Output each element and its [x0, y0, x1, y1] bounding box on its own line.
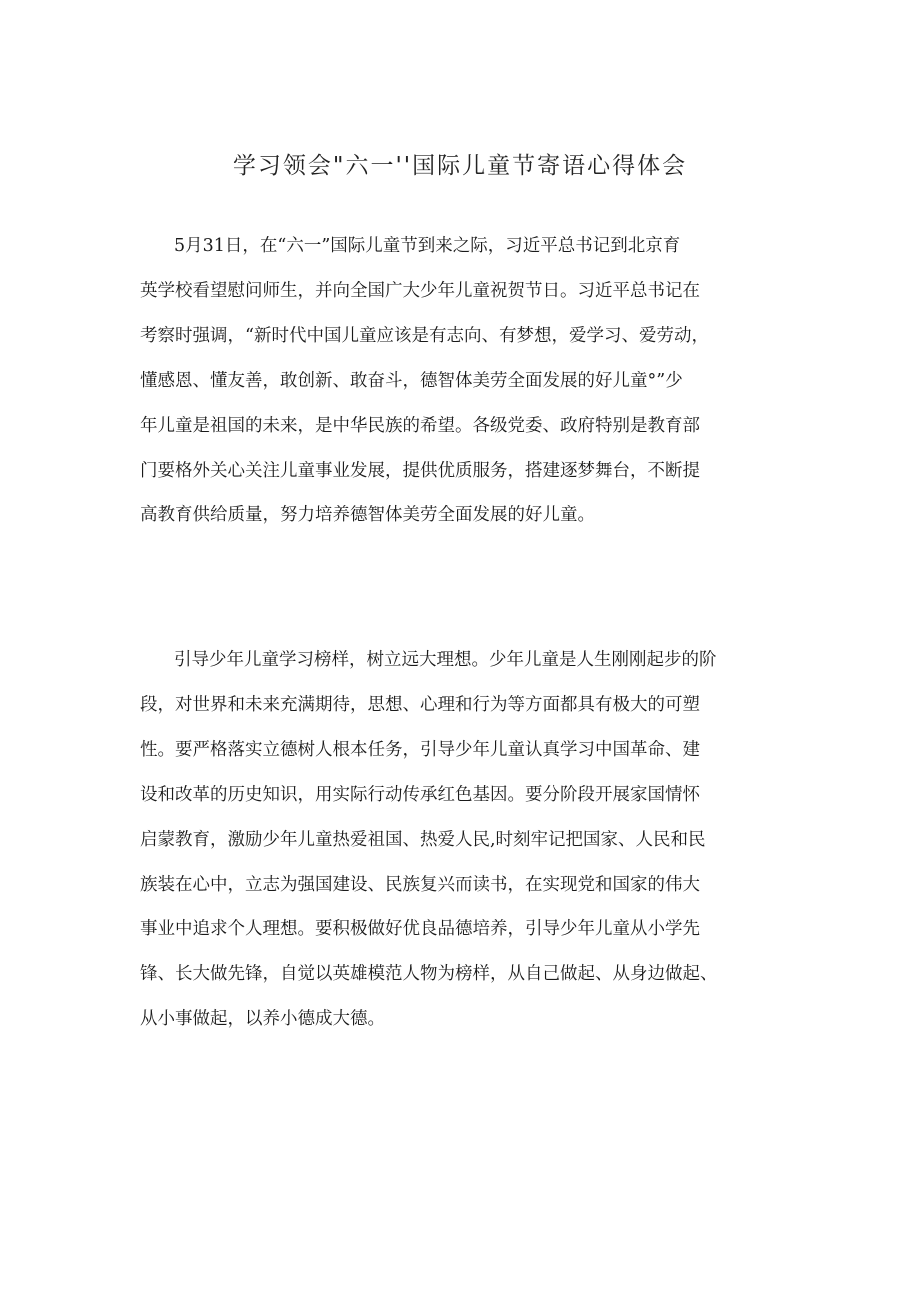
paragraph-line: 懂感恩、懂友善，敢创新、敢奋斗，德智体美劳全面发展的好儿童°”少 — [140, 370, 683, 391]
paragraph-line: 门要格外关心关注儿童事业发展，提供优质服务，搭建逐梦舞台，不断提 — [140, 460, 700, 481]
paragraph-line: 设和改革的历史知识，用实际行动传承红色基因。要分阶段开展家国情怀 — [140, 784, 700, 805]
paragraph-line: 从小事做起，以养小德成大德。 — [140, 1009, 385, 1030]
paragraph-line: 考察时强调，“新时代中国儿童应该是有志向、有梦想，爱学习、爱劳动， — [140, 325, 709, 346]
paragraph-line: 事业中追求个人理想。要积极做好优良品德培养，引导少年儿童从小学先 — [140, 919, 700, 940]
paragraph-line: 段，对世界和未来充满期待，思想、心理和行为等方面都具有极大的可塑 — [140, 694, 700, 715]
paragraph-line: 性。要严格落实立德树人根本任务，引导少年儿童认真学习中国革命、建 — [140, 739, 700, 760]
paragraph-line: 高教育供给质量，努力培养德智体美劳全面发展的好儿童。 — [140, 505, 595, 526]
paragraph-line: 启蒙教育，激励少年儿童热爱祖国、热爱人民,时刻牢记把国家、人民和民 — [140, 829, 706, 850]
paragraph-line: 锋、长大做先锋，自觉以英雄模范人物为榜样，从自己做起、从身边做起、 — [140, 964, 718, 985]
document-title: 学习领会"六一''国际儿童节寄语心得体会 — [232, 153, 688, 179]
paragraph-line: 5月31日，在“六一”国际儿童节到来之际，习近平总书记到北京育 — [174, 236, 681, 256]
paragraph-line: 英学校看望慰问师生，并向全国广大少年儿童祝贺节日。习近平总书记在 — [140, 280, 700, 301]
paragraph-1 — [140, 224, 800, 538]
paragraph-line: 引导少年儿童学习榜样，树立远大理想。少年儿童是人生刚刚起步的阶 — [174, 650, 717, 670]
paragraph-2 — [140, 638, 800, 1042]
paragraph-line: 年儿童是祖国的未来，是中华民族的希望。各级党委、政府特别是教育部 — [140, 415, 700, 436]
paragraph-line: 族装在心中，立志为强国建设、民族复兴而读书，在实现党和国家的伟大 — [140, 874, 700, 895]
